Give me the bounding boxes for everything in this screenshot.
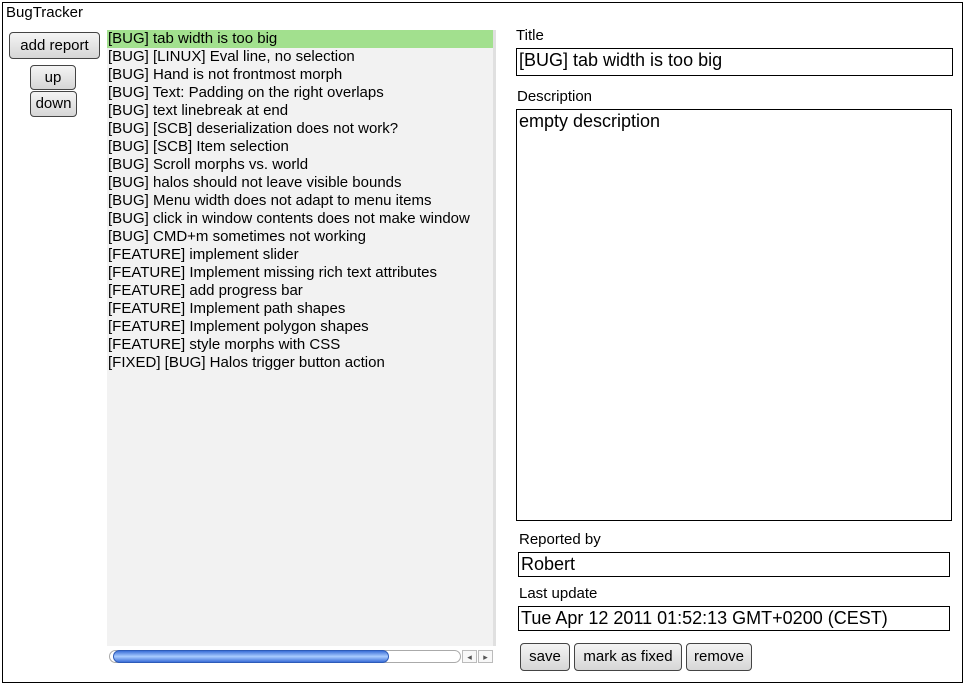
mark-as-fixed-button[interactable]: mark as fixed bbox=[574, 643, 682, 671]
scroll-left-icon[interactable]: ◂ bbox=[462, 650, 477, 663]
report-list-item[interactable]: [BUG] Scroll morphs vs. world bbox=[108, 156, 309, 173]
title-label: Title bbox=[516, 27, 544, 44]
description-textarea[interactable]: empty description bbox=[516, 109, 952, 521]
report-list-item[interactable]: [BUG] [LINUX] Eval line, no selection bbox=[108, 48, 355, 65]
report-list-item[interactable]: [FEATURE] Implement polygon shapes bbox=[108, 318, 369, 335]
horizontal-scrollbar[interactable] bbox=[109, 648, 493, 665]
scrollbar-thumb[interactable] bbox=[113, 650, 389, 663]
report-list-item[interactable]: [BUG] Text: Padding on the right overlaps bbox=[108, 84, 384, 101]
report-list-item[interactable]: [FEATURE] add progress bar bbox=[108, 282, 303, 299]
report-list-item[interactable]: [FEATURE] Implement path shapes bbox=[108, 300, 346, 317]
report-list-item[interactable]: [BUG] CMD+m sometimes not working bbox=[108, 228, 366, 245]
report-list-item[interactable]: [FEATURE] implement slider bbox=[108, 246, 299, 263]
report-list-item[interactable]: [BUG] [SCB] deserialization does not work? bbox=[108, 120, 399, 137]
report-list-item[interactable]: [BUG] text linebreak at end bbox=[108, 102, 289, 119]
last-update-field[interactable]: Tue Apr 12 2011 01:52:13 GMT+0200 (CEST) bbox=[518, 606, 950, 631]
report-list-item[interactable]: [BUG] [SCB] Item selection bbox=[108, 138, 289, 155]
report-list[interactable] bbox=[107, 30, 493, 372]
reported-by-label: Reported by bbox=[519, 531, 601, 548]
report-list-item[interactable]: [BUG] halos should not leave visible bounds bbox=[108, 174, 402, 191]
move-down-button[interactable]: down bbox=[30, 91, 77, 117]
report-list-item[interactable]: [BUG] Menu width does not adapt to menu items bbox=[108, 192, 432, 209]
scroll-right-icon[interactable]: ▸ bbox=[478, 650, 493, 663]
description-label: Description bbox=[517, 88, 593, 105]
report-list-item[interactable]: [BUG] Hand is not frontmost morph bbox=[108, 66, 343, 83]
report-list-panel[interactable] bbox=[107, 30, 496, 646]
add-report-button[interactable]: add report bbox=[9, 32, 100, 59]
window-title: BugTracker bbox=[6, 4, 83, 21]
remove-button[interactable]: remove bbox=[686, 643, 752, 671]
reported-by-field[interactable]: Robert bbox=[518, 552, 950, 577]
save-button[interactable]: save bbox=[520, 643, 570, 671]
last-update-label: Last update bbox=[519, 585, 598, 602]
report-list-item[interactable]: [BUG] tab width is too big bbox=[107, 30, 493, 48]
bugtracker-window bbox=[2, 2, 963, 683]
report-list-item[interactable]: [BUG] click in window contents does not make window bbox=[108, 210, 470, 227]
title-field[interactable]: [BUG] tab width is too big bbox=[516, 48, 953, 76]
report-list-item[interactable]: [FEATURE] Implement missing rich text attributes bbox=[108, 264, 437, 281]
report-list-item[interactable]: [FEATURE] style morphs with CSS bbox=[108, 336, 341, 353]
move-up-button[interactable]: up bbox=[30, 65, 76, 90]
report-list-item[interactable]: [FIXED] [BUG] Halos trigger button action bbox=[108, 354, 385, 371]
